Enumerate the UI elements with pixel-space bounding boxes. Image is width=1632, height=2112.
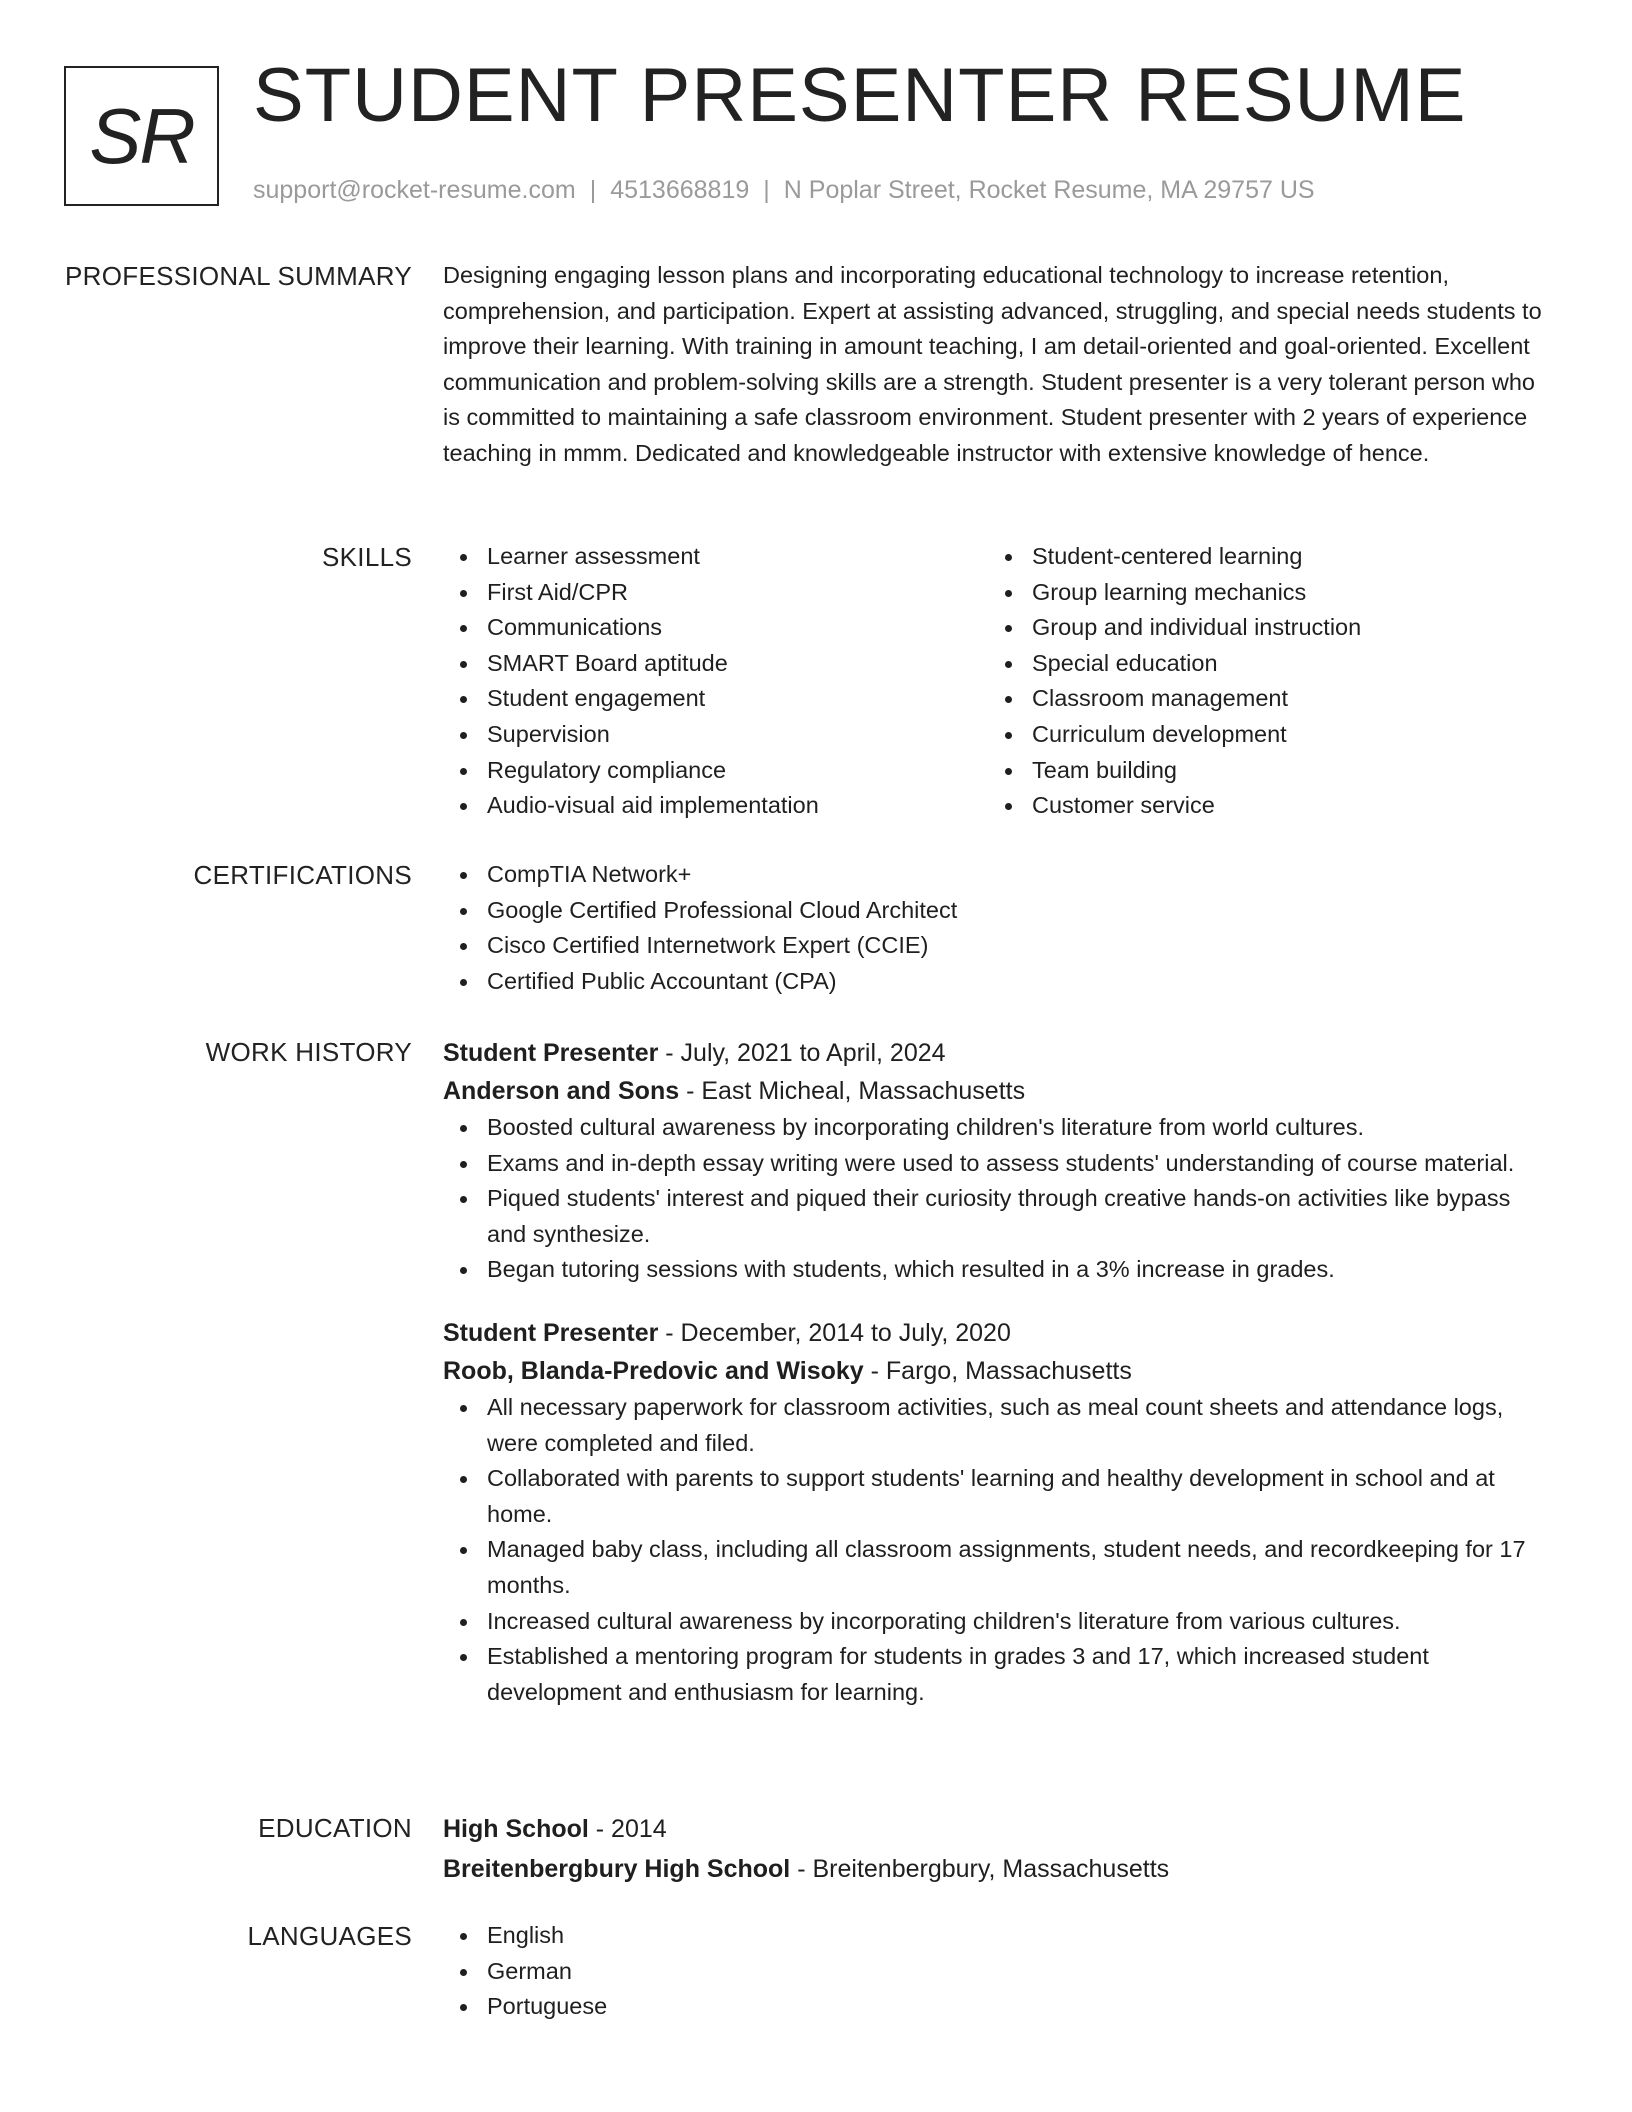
skill-item: Regulatory compliance [443,753,988,789]
section-label-education: EDUCATION [258,1813,412,1843]
skill-item: Curriculum development [988,717,1533,753]
education-school: Breitenbergbury High School [443,1855,791,1883]
skills-list [443,539,1553,824]
skill-item: Group and individual instruction [988,610,1533,646]
skill-item: Classroom management [988,681,1533,717]
contact-line [253,176,1315,205]
skill-item: Customer service [988,788,1533,824]
language-item: German [443,1954,1553,1990]
certifications-content [443,857,1553,999]
certification-item: Certified Public Accountant (CPA) [443,964,1553,1000]
job-bullet: All necessary paperwork for classroom activities, such as meal count sheets and attendance logs, were completed and filed. [443,1390,1553,1461]
languages-content [443,1918,1553,2025]
section-label-work-history: WORK HISTORY [205,1037,412,1067]
contact-address: N Poplar Street, Rocket Resume, MA 29757 US [783,176,1315,204]
job-bullet: Increased cultural awareness by incorporating children's literature from various cultures. [443,1604,1553,1640]
education-year: - 2014 [588,1815,667,1843]
contact-phone: 4513668819 [610,176,750,204]
contact-email: support@rocket-resume.com [253,176,576,204]
job-location: - East Micheal, Massachusetts [679,1077,1026,1105]
summary-text: Designing engaging lesson plans and incorporating educational technology to increase retention, comprehension, and participation. Expert at assisting advanced, struggling, and special needs students to improve their learning. With training in amount teaching, I am detail-oriented and goal-oriented. Excellent communication and problem-solving skills are a strength. Student presenter is a very tolerant person who is committed to maintaining a safe classroom environment. Student presenter with 2 years of experience teaching in mmm. Dedicated and knowledgeable instructor with extensive knowledge of hence. [443,262,1542,466]
job-bullets [443,1110,1553,1288]
skill-item: Communications [443,610,988,646]
section-label-certifications: CERTIFICATIONS [193,860,412,890]
job-title: Student Presenter [443,1318,659,1347]
skill-item: Group learning mechanics [988,575,1533,611]
certifications-list [443,857,1553,999]
job-company: Roob, Blanda-Predovic and Wisoky [443,1356,864,1385]
education-content [443,1810,1553,1888]
skills-right-column [988,539,1533,824]
education-school-line [443,1850,1553,1888]
job-bullet: Established a mentoring program for students in grades 3 and 17, which increased student development and enthusiasm for learning. [443,1639,1553,1710]
job-company-line [443,1352,1553,1390]
job-company-line [443,1072,1553,1110]
section-label-languages: LANGUAGES [247,1921,412,1951]
job-dates: - December, 2014 to July, 2020 [658,1318,1011,1347]
skill-item: Student engagement [443,681,988,717]
resume-title: STUDENT PRESENTER RESUME [253,53,1467,138]
job-bullet: Piqued students' interest and piqued their curiosity through creative hands-on activities like bypass and synthesize. [443,1181,1553,1252]
skill-item: Team building [988,753,1533,789]
job-bullet: Exams and in-depth essay writing were used to assess students' understanding of course material. [443,1146,1553,1182]
contact-separator: | [589,176,597,204]
skill-item: Learner assessment [443,539,988,575]
job-bullet: Began tutoring sessions with students, which resulted in a 3% increase in grades. [443,1252,1553,1288]
job-bullets [443,1390,1553,1710]
languages-list [443,1918,1553,2025]
job-entry [443,1314,1553,1710]
section-label-skills: SKILLS [322,542,412,572]
work-history-content [443,1034,1553,1710]
job-entry [443,1034,1553,1288]
certification-item: Google Certified Professional Cloud Architect [443,893,1553,929]
education-location: - Breitenbergbury, Massachusetts [790,1855,1170,1883]
language-item: English [443,1918,1553,1954]
education-degree-line [443,1810,1553,1848]
certification-item: Cisco Certified Internetwork Expert (CCIE) [443,928,1553,964]
job-company: Anderson and Sons [443,1077,680,1105]
monogram-logo: SR [64,66,219,206]
skill-item: Supervision [443,717,988,753]
job-bullet: Managed baby class, including all classroom assignments, student needs, and recordkeeping for 17 months. [443,1532,1553,1603]
job-bullet: Boosted cultural awareness by incorporating children's literature from world cultures. [443,1110,1553,1146]
certification-item: CompTIA Network+ [443,857,1553,893]
skill-item: Student-centered learning [988,539,1533,575]
job-dates: - July, 2021 to April, 2024 [658,1039,946,1067]
job-location: - Fargo, Massachusetts [863,1356,1132,1385]
contact-separator: | [763,176,770,204]
skill-item: Audio-visual aid implementation [443,788,988,824]
section-label-summary: PROFESSIONAL SUMMARY [65,261,412,291]
skills-left-column [443,539,988,824]
job-title-line [443,1314,1553,1352]
skill-item: First Aid/CPR [443,575,988,611]
education-degree: High School [443,1815,589,1843]
skill-item: Special education [988,646,1533,682]
skill-item: SMART Board aptitude [443,646,988,682]
language-item: Portuguese [443,1989,1553,2025]
job-bullet: Collaborated with parents to support students' learning and healthy development in school and at home. [443,1461,1553,1532]
job-title-line [443,1034,1553,1072]
job-title: Student Presenter [443,1039,659,1067]
